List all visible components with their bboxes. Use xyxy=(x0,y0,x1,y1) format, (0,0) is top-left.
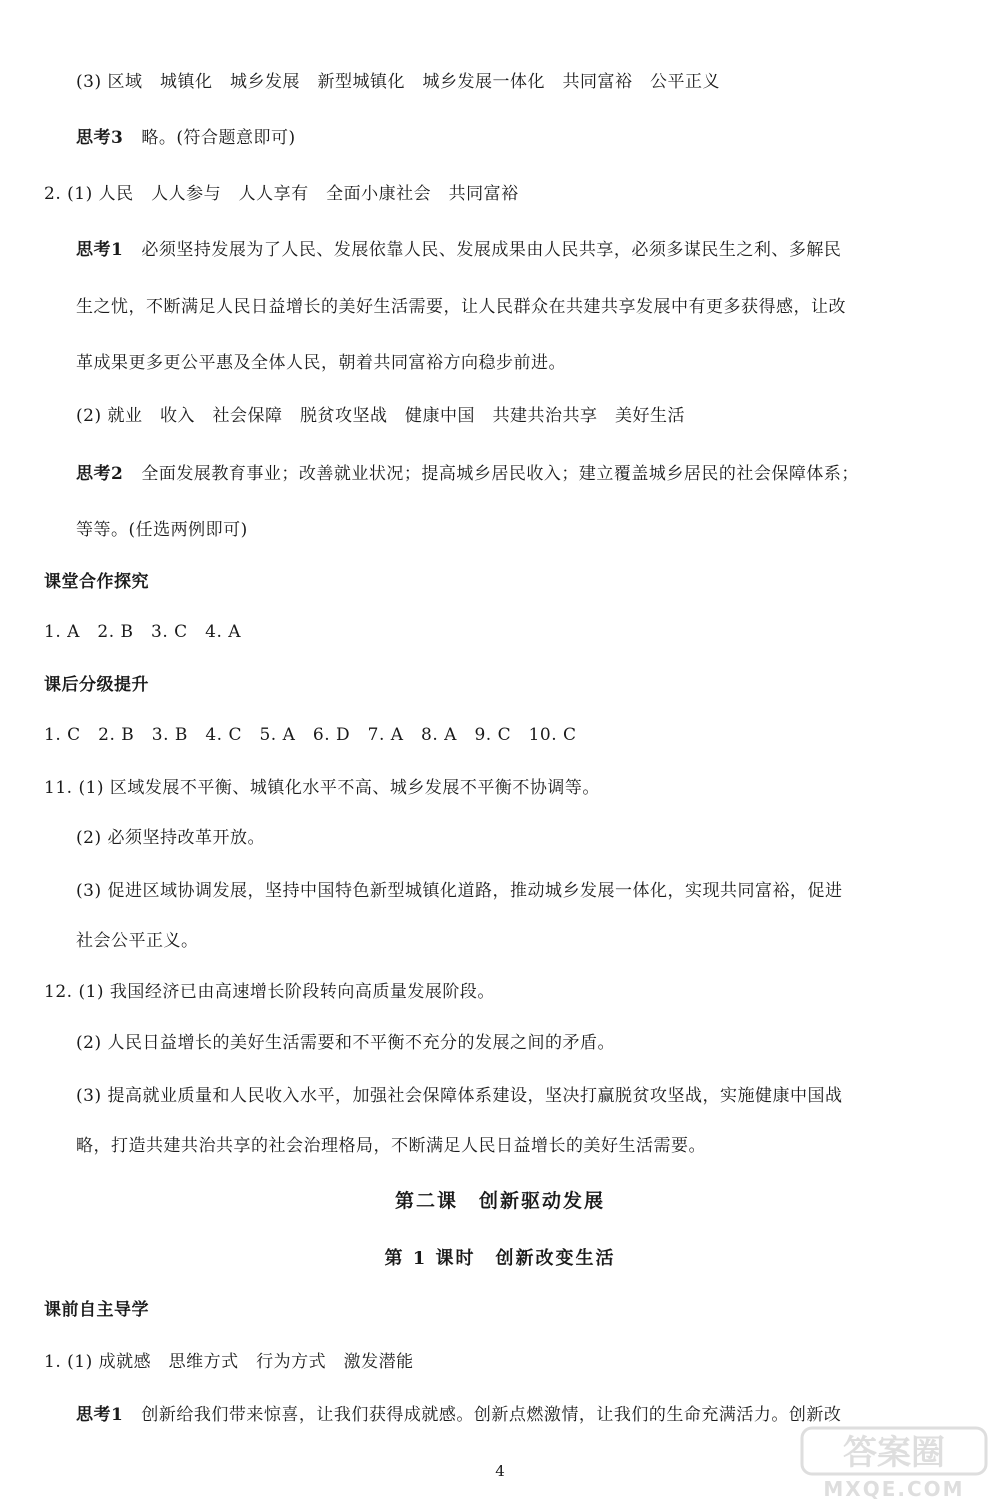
lesson-title: 第二课 创新驱动发展 xyxy=(394,1190,605,1212)
text-line: 1. C 2. B 3. B 4. C 5. A 6. D 7. A 8. A 9. C 10. C xyxy=(44,725,577,745)
text-line: 略，打造共建共治共享的社会治理格局，不断满足人民日益增长的美好生活需要。 xyxy=(76,1136,706,1156)
text-line: 1. A 2. B 3. C 4. A xyxy=(44,622,242,642)
page-number: 4 xyxy=(495,1462,505,1480)
text-line: (3) 提高就业质量和人民收入水平，加强社会保障体系建设，坚决打赢脱贫攻坚战，实施健康中国战 xyxy=(76,1086,843,1106)
think-text: 必须坚持发展为了人民、发展依靠人民、发展成果由人民共享，必须多谋民生之利、多解民 xyxy=(141,240,842,260)
text-line: 11. (1) 区域发展不平衡、城镇化水平不高、城乡发展不平衡不协调等。 xyxy=(44,778,600,798)
text-line: 等等。(任选两例即可) xyxy=(76,520,248,540)
text-line: 社会公平正义。 xyxy=(76,931,199,951)
svg-text:MXQE.COM: MXQE.COM xyxy=(823,1477,965,1501)
think-text: 全面发展教育事业；改善就业状况；提高城乡居民收入；建立覆盖城乡居民的社会保障体系； xyxy=(141,464,859,484)
text-line xyxy=(76,126,296,150)
think-label: 思考1 xyxy=(76,1405,124,1425)
watermark-icon xyxy=(794,1424,994,1502)
text-line: 1. (1) 成就感 思维方式 行为方式 激发潜能 xyxy=(44,1352,414,1372)
text-line: 12. (1) 我国经济已由高速增长阶段转向高质量发展阶段。 xyxy=(44,982,495,1002)
text-line: (2) 就业 收入 社会保障 脱贫攻坚战 健康中国 共建共治共享 美好生活 xyxy=(76,406,685,426)
text-line: (2) 人民日益增长的美好生活需要和不平衡不充分的发展之间的矛盾。 xyxy=(76,1033,615,1053)
section-heading: 课前自主导学 xyxy=(44,1300,149,1320)
text-line xyxy=(76,1403,841,1427)
text-line: (3) 区域 城镇化 城乡发展 新型城镇化 城乡发展一体化 共同富裕 公平正义 xyxy=(76,72,720,92)
svg-text:答案圈: 答案圈 xyxy=(843,1433,945,1473)
section-heading: 课堂合作探究 xyxy=(44,572,149,592)
text-line: (3) 促进区域协调发展，坚持中国特色新型城镇化道路，推动城乡发展一体化，实现共同富裕，促进 xyxy=(76,881,843,901)
text-line xyxy=(76,238,841,262)
think-text: 略。(符合题意即可) xyxy=(141,128,296,148)
section-heading: 课后分级提升 xyxy=(44,675,149,695)
text-line: 革成果更多更公平惠及全体人民，朝着共同富裕方向稳步前进。 xyxy=(76,353,566,373)
think-label: 思考1 xyxy=(76,240,124,260)
text-line xyxy=(76,462,859,486)
think-text: 创新给我们带来惊喜，让我们获得成就感。创新点燃激情，让我们的生命充满活力。创新改 xyxy=(141,1405,842,1425)
text-line: 2. (1) 人民 人人参与 人人享有 全面小康社会 共同富裕 xyxy=(44,184,519,204)
text-line: 生之忧，不断满足人民日益增长的美好生活需要，让人民群众在共建共享发展中有更多获得感，让改 xyxy=(76,297,846,317)
lesson-subtitle: 第 1 课时 创新改变生活 xyxy=(384,1248,616,1269)
think-label: 思考2 xyxy=(76,464,124,484)
text-line: (2) 必须坚持改革开放。 xyxy=(76,828,265,848)
watermark-logo xyxy=(794,1424,994,1502)
think-label: 思考3 xyxy=(76,128,124,148)
